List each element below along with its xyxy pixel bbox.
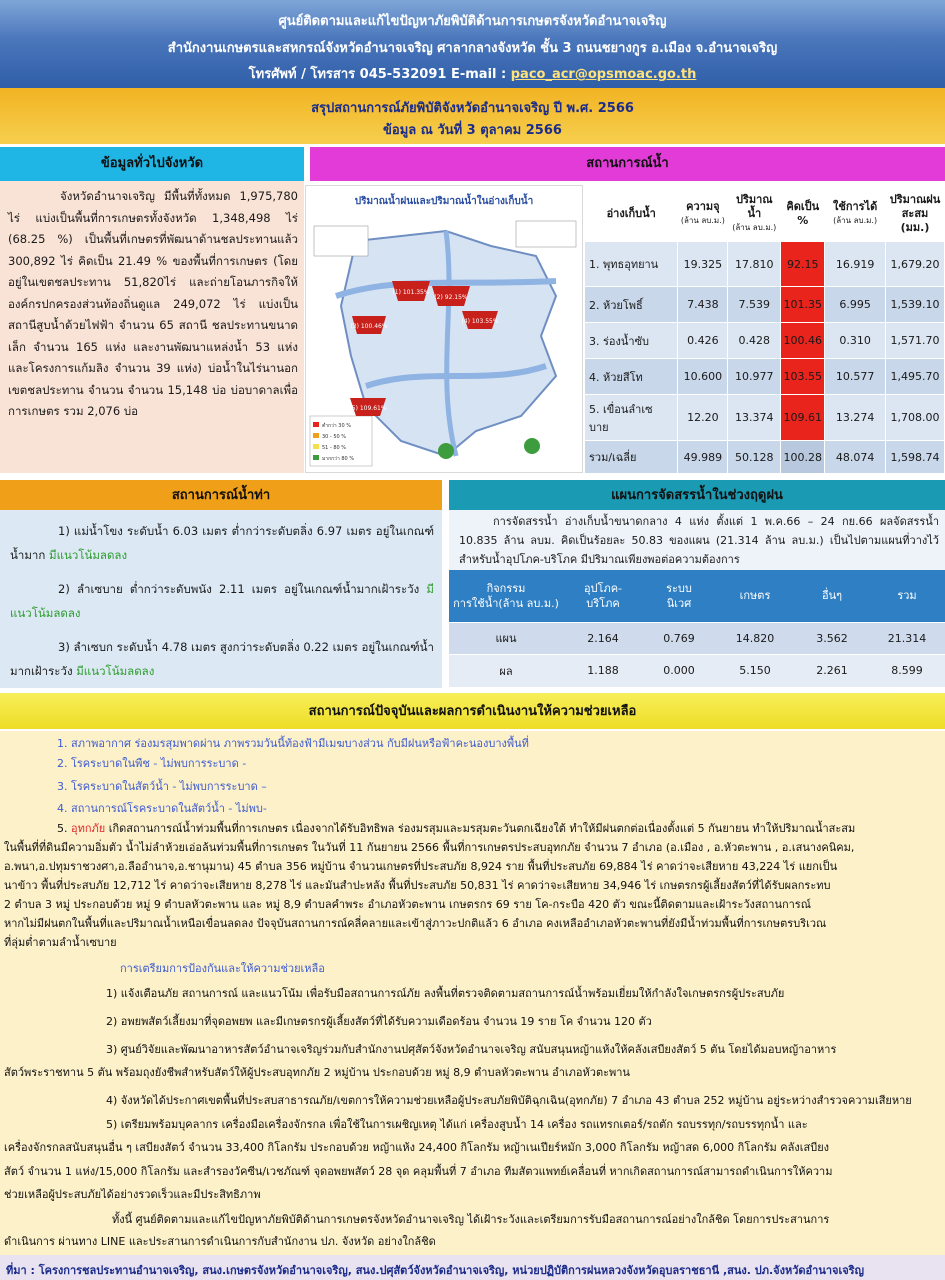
reservoir-label-3: (3) 100.46%	[350, 323, 388, 330]
flood-item: 5. อุทกภัย เกิดสถานการณ์น้ำท่วมพื้นที่การเกษตร เนื่องจากได้รับอิทธิพล ร่องมรสุมและมรสุมตะวันตกเฉียงใต้ ทำให้มีฝนตกต่อเนื่องตั้งแต่ 5 กันยายน ทำให้ปริมาณน้ำสะสม	[57, 822, 856, 835]
river-item: 3) ลำเซบก ระดับน้ำ 4.78 เมตร สูงกว่าระดับตลิ่ง 0.22 เมตร อยู่ในเกณฑ์น้ำมากเฝ้าระวัง มีแนวโน้มลดลง	[10, 640, 434, 678]
source-footer: ที่มา : โครงการชลประทานอำนาจเจริญ, สนง.เกษตรจังหวัดอำนาจเจริญ, สนง.ปศุสัตว์จังหวัดอำนาจเจริญ, หน่วยปฏิบัติการฝนหลวงจังหวัดอุบลราชธานี ,สนง. ปภ.จังหวัดอำนาจเจริญ	[0, 1255, 945, 1280]
river-levels	[0, 510, 442, 688]
station-dot	[524, 438, 540, 454]
col-total: รวม	[869, 570, 945, 622]
reservoir-label-4: (4) 103.55%	[461, 318, 499, 325]
prep-item-cont: ช่วยเหลือผู้ประสบภัยได้อย่างรวดเร็วและมีประสิทธิภาพ	[4, 1188, 261, 1201]
station-box-2	[314, 226, 368, 256]
map-title: ปริมาณน้ำฝนและปริมาณน้ำในอ่างเก็บน้ำ	[354, 196, 534, 207]
flood-text-line: 2 ตำบล 3 หมู่ ประกอบด้วย หมู่ 9 ตำบลหัวตะพาน และ หมู่ 8,9 ตำบลคำพระ อำเภอหัวตะพาน เกษตรกร 69 ราย โค-กระบือ 420 ตัว ขณะนี้ติดตามและเฝ้าระวังสถานการณ์	[4, 898, 811, 911]
legend-swatch-3	[313, 444, 319, 449]
col-eco: ระบบ นิเวศ	[643, 570, 715, 622]
closing-text: ทั้งนี้ ศูนย์ติดตามและแก้ไขปัญหาภัยพิบัติด้านการเกษตรจังหวัดอำนาจเจริญ ได้เฝ้าระวังและเตรียมการรับมือสถานการณ์อย่างใกล้ชิด โดยการประสานการ	[112, 1213, 830, 1226]
reservoir-label-1: (1) 101.35%	[392, 289, 430, 296]
col-usable: ใช้การได้ (ล้าน ลบ.ม.)	[825, 186, 886, 242]
animal-disease-item: 4. สถานการณ์โรคระบาดในสัตว์น้ำ - ไม่พบ-	[57, 802, 267, 815]
allocation-heading: แผนการจัดสรรน้ำในช่วงฤดูฝน	[449, 480, 945, 510]
percent-alert: 103.55	[781, 359, 825, 395]
header	[0, 0, 945, 88]
station-box	[516, 221, 576, 247]
prep-item: 5) เตรียมพร้อมบุคลากร เครื่องมือเครื่องจักรกล เพื่อใช้ในการเผชิญเหตุ ได้แก่ เครื่องสูบน้ำ 14 เครื่อง รถแทรกเตอร์/รถตัก รถบรรทุก/รถบรรทุกน้ำ และ	[106, 1118, 808, 1131]
flood-text-line: ในพื้นที่ที่ดินมีความอิ่มตัว น้ำไม่ลำห้วยเอ่อล้นท่วมพื้นที่การเกษตร ในวันที่ 11 กันยายน 2566 พื้นที่การเกษตรประสบอุทกภัย จำนวน 7 อำเภอ (อ.เมือง , อ.หัวตะพาน , อ.เสนางคนิคม,	[4, 841, 855, 854]
prep-item: 1) แจ้งเตือนภัย สถานการณ์ และแนวโน้ม เพื่อรับมือสถานการณ์ภัย ลงพื้นที่ตรวจติดตามสถานการณ์น้ำพร้อมเยี่ยมให้กำลังใจเกษตรกรผู้ประสบภัย	[106, 987, 785, 1000]
weather-item: 1. สภาพอากาศ ร่องมรสุมพาดผ่าน ภาพรวมวันนี้ท้องฟ้ามีเมฆบางส่วน กับมีฝนหรือฟ้าคะนองบางพื้นที่	[57, 737, 529, 750]
phone-text: โทรศัพท์ / โทรสาร 045-532091 E-mail :	[248, 67, 511, 82]
general-heading: ข้อมูลทั่วไปจังหวัด	[0, 147, 304, 181]
prep-item: 2) อพยพสัตว์เลี้ยงมาที่จุดอพยพ และมีเกษตรกรผู้เลี้ยงสัตว์ที่ได้รับความเดือดร้อน จำนวน 19 ราย โค จำนวน 120 ตัว	[106, 1015, 652, 1028]
table-total-row: รวม/เฉลี่ย 49.989 50.128 100.28 48.074 1,598.74	[585, 441, 945, 474]
general-info: จังหวัดอำนาจเจริญ มีพื้นที่ทั้งหมด 1,975,780 ไร่ แบ่งเป็นพื้นที่การเกษตรทั้งจังหวัด 1,348,498 ไร่ (68.25 %) เป็นพื้นที่เกษตรที่พัฒนาด้านชลประทานแล้ว 300,892 ไร่ คิดเป็น 21.49 % ของพื้นที่การเกษตร (โดยอยู่ในเขตชลประทาน 51,820ไร่ และถ่ายโอนภารกิจให้องค์กรปกครองส่วนท้องถิ่นดูแล 249,072 ไร่ แบ่งเป็นสถานีสูบน้ำด้วยไฟฟ้า จำนวน 65 สถานี ชลประทานขนาดเล็ก จำนวน 165 แห่ง และงานพัฒนาแหล่งน้ำ 53 แห่ง และโครงการแก้มลิง จำนวน 39 แห่ง) บ่อน้ำในไร่นานอกเขตชลประทาน จำนวน จำนวน 15,148 บ่อ บ่อบาดาลเพื่อการเกษตร รวม 2,076 บ่อ	[0, 181, 304, 473]
flood-text-line: ที่ลุ่มต่ำตามลำน้ำเซบาย	[4, 936, 117, 949]
aquatic-disease-item: 3. โรคระบาดในสัตว์น้ำ - ไม่พบการระบาด –	[57, 780, 267, 793]
legend-swatch-2	[313, 433, 319, 438]
prep-item: 3) ศูนย์วิจัยและพัฒนาอาหารสัตว์อำนาจเจริญร่วมกับสำนักงานปศุสัตว์จังหวัดอำนาจเจริญ สนับสนุนหญ้าแห้งให้คลังเสบียงสัตว์ 5 ตัน โดยได้มอบหญ้าอาหาร	[106, 1043, 837, 1056]
station-dot-2	[438, 443, 454, 459]
table-row: 4. ห้วยสีโท 10.600 10.977 103.55 10.577 1,495.70	[585, 359, 945, 395]
flood-text-line: อ.พนา,อ.ปทุมราชวงศา,อ.ลืออำนาจ,อ.ชานุมาน) 45 ตำบล 356 หมู่บ้าน จำนวนเกษตรที่ประสบภัย 8,924 ราย พื้นที่ประสบภัย 69,884 ไร่ คาดว่าจะเสียหาย 43,224 ไร่ แยกเป็น	[4, 860, 838, 873]
table-row: 5. เขื่อนลำเซ บาย 12.20 13.374 109.61 13.274 1,708.00	[585, 395, 945, 441]
legend-swatch-1	[313, 422, 319, 427]
percent-alert: 109.61	[781, 395, 825, 441]
col-other: อื่นๆ	[795, 570, 869, 622]
reservoir-marker-1	[392, 281, 430, 301]
table-row: แผน 2.164 0.769 14.820 3.562 21.314	[449, 622, 945, 654]
prep-item-cont: เครื่องจักรกลสนับสนุนอื่น ๆ เสบียงสัตว์ จำนวน 33,400 กิโลกรัม ประกอบด้วย หญ้าแห้ง 24,400 กิโลกรัม หญ้าเนเปียร์หมัก 3,000 กิโลกรัม หญ้าสด 6,000 กิโลกรัม คลังเสบียง	[4, 1141, 830, 1154]
reservoir-label-2: (2) 92.15%	[434, 294, 468, 301]
col-agri: เกษตร	[715, 570, 795, 622]
allocation-text: การจัดสรรน้ำ อ่างเก็บน้ำขนาดกลาง 4 แห่ง ตั้งแต่ 1 พ.ค.66 – 24 กย.66 ผลจัดสรรน้ำ 10.835 ล้าน ลบม. คิดเป็นร้อยละ 50.83 ของแผน (21.314 ล้าน ลบ.ม.) เป็นไปตามแผนที่วางไว้ สำหรับน้ำอุปโภค-บริโภค มีปริมาณเพียงพอต่อความต้องการ	[449, 510, 945, 570]
prep-heading: การเตรียมการป้องกันและให้ความช่วยเหลือ	[120, 962, 325, 975]
river-heading: สถานการณ์น้ำท่า	[0, 480, 442, 510]
current-heading: สถานการณ์ปัจจุบันและผลการดำเนินงานให้ความช่วยเหลือ	[0, 691, 945, 729]
table-row: 2. ห้วยโพธิ์ 7.438 7.539 101.35 6.995 1,539.10	[585, 287, 945, 323]
reservoir-map	[305, 185, 583, 473]
water-heading: สถานการณ์น้ำ	[310, 147, 945, 181]
legend-swatch-4	[313, 455, 319, 460]
col-domestic: อุปโภค- บริโภค	[563, 570, 643, 622]
email-link[interactable]: paco_acr@opsmoac.go.th	[510, 67, 697, 82]
allocation-table	[449, 570, 945, 687]
legend-label-2: 30 - 50 %	[322, 434, 347, 440]
report-date: ข้อมูล ณ วันที่ 3 ตุลาคม 2566	[383, 123, 562, 138]
reservoir-marker-2	[432, 286, 470, 306]
table-row: 1. พุทธอุทยาน 19.325 17.810 92.15 16.919 1,679.20	[585, 242, 945, 287]
office-address: สำนักงานเกษตรและสหกรณ์จังหวัดอำนาจเจริญ ศาลากลางจังหวัด ชั้น 3 ถนนชยางกูร อ.เมือง จ.อำนาจเจริญ	[167, 41, 778, 56]
map-graphic	[306, 186, 583, 473]
river-item: 2) ลำเซบาย ต่ำกว่าระดับพนัง 2.11 เมตร อยู่ในเกณฑ์น้ำมากเฝ้าระวัง มีแนวโน้มลดลง	[10, 582, 434, 620]
prep-item-cont: สัตว์ จำนวน 1 แห่ง/15,000 กิโลกรัม และสำรองวัคซีน/เวชภัณฑ์ จุดอพยพสัตว์ 28 จุด คลุมพื้นที่ 7 อำเภอ ทีมสัตวแพทย์เคลื่อนที่ หากเกิดสถานการณ์สามารถดำเนินการให้ความ	[4, 1165, 833, 1178]
center-name: ศูนย์ติดตามและแก้ไขปัญหาภัยพิบัติด้านการเกษตรจังหวัดอำนาจเจริญ	[278, 14, 667, 29]
table-row: 3. ร่องน้ำซับ 0.426 0.428 100.46 0.310 1,571.70	[585, 323, 945, 359]
report-title: สรุปสถานการณ์ภัยพิบัติจังหวัดอำนาจเจริญ ปี พ.ศ. 2566	[311, 101, 634, 116]
percent-alert: 101.35	[781, 287, 825, 323]
col-percent: คิดเป็น %	[781, 186, 825, 242]
contact-line	[0, 63, 945, 84]
reservoir-label-5: (5) 109.61%	[349, 405, 387, 412]
col-capacity: ความจุ (ล้าน ลบ.ม.)	[678, 186, 728, 242]
prep-item-cont: สัตว์พระราชทาน 5 ตัน พร้อมถุงยังชีพสำหรับสัตว์ให้ผู้ประสบอุทกภัย 2 หมู่บ้าน ประกอบด้วย หมู่ 8,9 ตำบลหัวตะพาน อำเภอหัวตะพาน	[4, 1066, 630, 1079]
legend-label-3: 51 - 80 %	[322, 445, 347, 451]
col-rain: ปริมาณฝน สะสม (มม.)	[886, 186, 945, 242]
report-banner	[0, 88, 945, 144]
reservoir-table	[584, 185, 945, 474]
percent-alert: 100.46	[781, 323, 825, 359]
table-row: ผล 1.188 0.000 5.150 2.261 8.599	[449, 654, 945, 687]
flood-text-line: นาข้าว พื้นที่ประสบภัย 12,712 ไร่ คาดว่าจะเสียหาย 8,278 ไร่ และมันสำปะหลัง พื้นที่ประสบภัย 50,831 ไร่ คาดว่าจะเสียหาย 34,946 ไร่ เกษตรกรผู้เลี้ยงสัตว์ที่ได้รับผลกระทบ	[4, 879, 831, 892]
legend-label-1: ต่ำกว่า 30 %	[322, 423, 351, 429]
plant-disease-item: 2. โรคระบาดในพืช - ไม่พบการระบาด -	[57, 757, 247, 770]
col-volume: ปริมาณน้ำ (ล้าน ลบ.ม.)	[728, 186, 781, 242]
closing-text-cont: ดำเนินการ ผ่านทาง LINE และประสานการดำเนินการกับสำนักงาน ปภ. จังหวัด อย่างใกล้ชิด	[4, 1235, 436, 1248]
col-reservoir: อ่างเก็บน้ำ	[585, 186, 678, 242]
prep-item: 4) จังหวัดได้ประกาศเขตพื้นที่ประสบสาธารณภัย/เขตการให้ความช่วยเหลือผู้ประสบภัยพิบัติฉุกเฉิน(อุทกภัย) 7 อำเภอ 43 ตำบล 252 หมู่บ้าน อยู่ระหว่างสำรวจความเสียหาย	[106, 1094, 912, 1107]
flood-text-line: หากไม่มีฝนตกในพื้นที่และปริมาณน้ำเหนือเขื่อนลดลง ปัจจุบันสถานการณ์คลี่คลายและเข้าสู่ภาวะปกติแล้ว 6 อำเภอ คงเหลืออำเภอหัวตะพานที่ยังมีน้ำท่วมพื้นที่การเกษตรบริเวณ	[4, 917, 827, 930]
col-activity: กิจกรรม การใช้น้ำ(ล้าน ลบ.ม.)	[449, 570, 563, 622]
river-item: 1) แม่น้ำโขง ระดับน้ำ 6.03 เมตร ต่ำกว่าระดับตลิ่ง 6.97 เมตร อยู่ในเกณฑ์ น้ำมาก มีแนวโน้มลดลง	[10, 524, 434, 562]
legend-label-4: มากกว่า 80 %	[322, 456, 355, 462]
percent-alert: 92.15	[781, 242, 825, 287]
